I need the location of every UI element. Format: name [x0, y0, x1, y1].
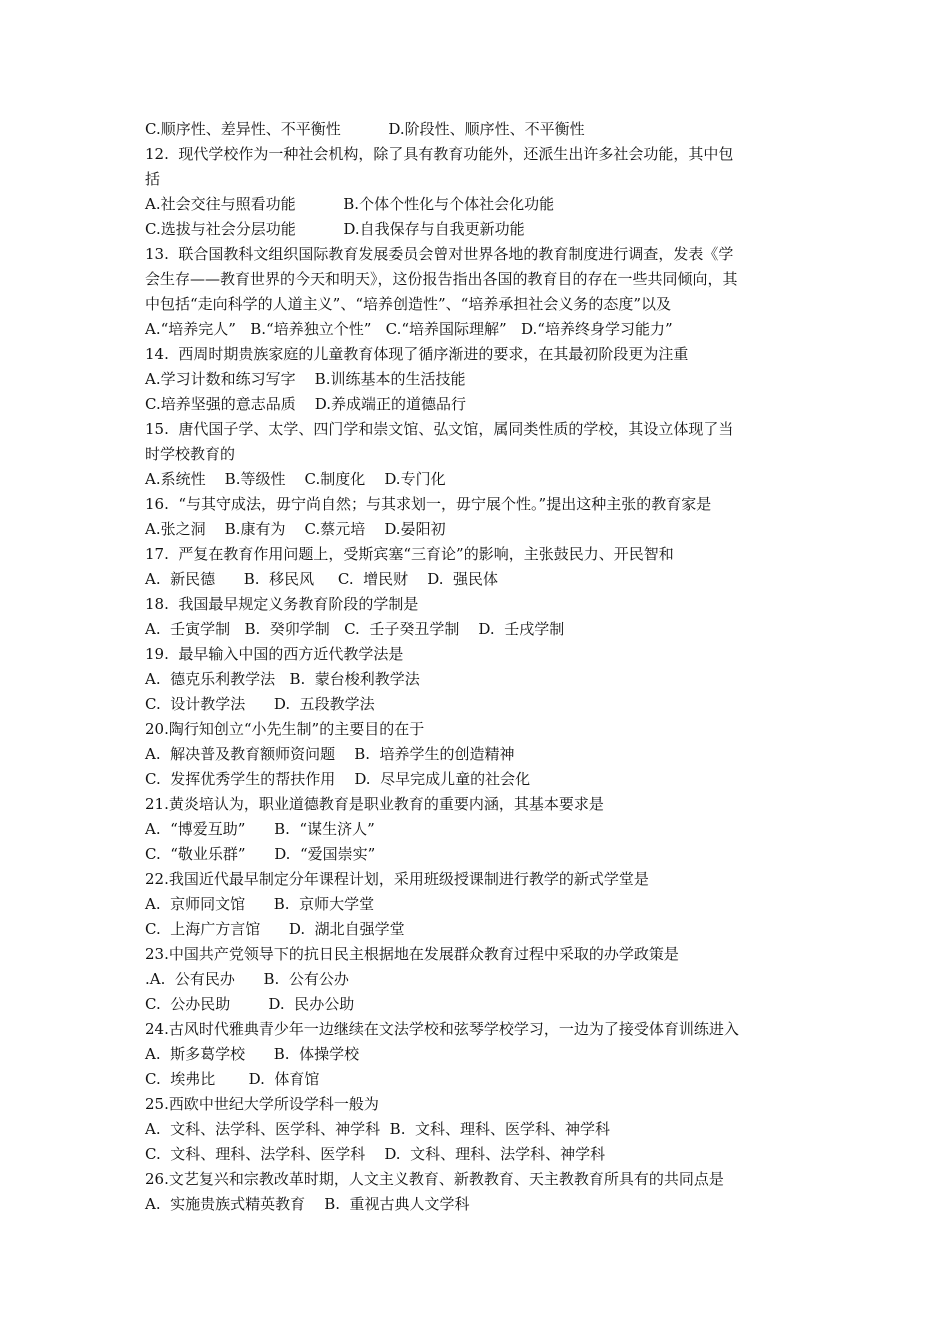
text-line: A.学习计数和练习写字 B.训练基本的生活技能	[145, 370, 466, 388]
text-line: C. 文科、理科、法学科、医学科 D. 文科、理科、法学科、神学科	[145, 1145, 606, 1163]
text-line: 12. 现代学校作为一种社会机构，除了具有教育功能外，还派生出许多社会功能，其中包	[145, 145, 734, 163]
text-line: 14. 西周时期贵族家庭的儿童教育体现了循序渐进的要求，在其最初阶段更为注重	[145, 345, 689, 363]
text-line: 25.西欧中世纪大学所设学科一般为	[145, 1095, 379, 1113]
text-line: A. 壬寅学制 B. 癸卯学制 C. 壬子癸丑学制 D. 壬戌学制	[145, 620, 565, 638]
text-line: C. “敬业乐群” D. “爱国崇实”	[145, 845, 376, 863]
text-line: A. 斯多葛学校 B. 体操学校	[145, 1045, 360, 1063]
text-line: 21.黄炎培认为，职业道德教育是职业教育的重要内涵，其基本要求是	[145, 795, 604, 813]
text-line: 23.中国共产党领导下的抗日民主根据地在发展群众教育过程中采取的办学政策是	[145, 945, 679, 963]
text-line: A. 新民德 B. 移民风 C. 增民财 D. 强民体	[145, 570, 499, 588]
text-line: A.“培养完人” B.“培养独立个性” C.“培养国际理解” D.“培养终身学习能力”	[145, 320, 673, 338]
text-line: A. 德克乐利教学法 B. 蒙台梭利教学法	[145, 670, 420, 688]
text-line: C. 发挥优秀学生的帮扶作用 D. 尽早完成儿童的社会化	[145, 770, 531, 788]
text-line: A. 解决普及教育额师资问题 B. 培养学生的创造精神	[145, 745, 515, 763]
text-line: 18. 我国最早规定义务教育阶段的学制是	[145, 595, 419, 613]
text-line: C.培养坚强的意志品质 D.养成端正的道德品行	[145, 395, 467, 413]
text-line: A.社会交往与照看功能 B.个体个性化与个体社会化功能	[145, 195, 555, 213]
text-line: 16. “与其守成法，毋宁尚自然；与其求划一，毋宁展个性。”提出这种主张的教育家是	[145, 495, 712, 513]
text-line: 26.文艺复兴和宗教改革时期，人文主义教育、新教教育、天主教教育所具有的共同点是	[145, 1170, 724, 1188]
text-line: 22.我国近代最早制定分年课程计划，采用班级授课制进行教学的新式学堂是	[145, 870, 649, 888]
text-line: 20.陶行知创立“小先生制”的主要目的在于	[145, 720, 425, 738]
text-line: C. 公办民助 D. 民办公助	[145, 995, 355, 1013]
text-line: A. 文科、法学科、医学科、神学科 B. 文科、理科、医学科、神学科	[145, 1120, 611, 1138]
text-line: C. 埃弗比 D. 体育馆	[145, 1070, 320, 1088]
text-line: C.顺序性、差异性、不平衡性 D.阶段性、顺序性、不平衡性	[145, 120, 585, 138]
document-body	[145, 117, 825, 1217]
text-line: A. “博爱互助” B. “谋生济人”	[145, 820, 375, 838]
text-line: 括	[145, 170, 161, 188]
text-line: 中包括“走向科学的人道主义”、“培养创造性”、“培养承担社会义务的态度”以及	[145, 295, 672, 313]
text-line: C. 上海广方言馆 D. 湖北自强学堂	[145, 920, 405, 938]
text-line: A.张之洞 B.康有为 C.蔡元培 D.晏阳初	[145, 520, 446, 538]
text-line: C.选拔与社会分层功能 D.自我保存与自我更新功能	[145, 220, 525, 238]
text-line: A.系统性 B.等级性 C.制度化 D.专门化	[145, 470, 446, 488]
text-line: 15. 唐代国子学、太学、四门学和崇文馆、弘文馆，属同类性质的学校，其设立体现了当	[145, 420, 734, 438]
text-line: 24.古风时代雅典青少年一边继续在文法学校和弦琴学校学习，一边为了接受体育训练进入	[145, 1020, 739, 1038]
text-line: 17. 严复在教育作用问题上，受斯宾塞“三育论”的影响，主张鼓民力、开民智和	[145, 545, 674, 563]
text-line: A. 实施贵族式精英教育 B. 重视古典人文学科	[145, 1195, 470, 1213]
text-line: 时学校教育的	[145, 445, 236, 463]
text-line: A. 京师同文馆 B. 京师大学堂	[145, 895, 375, 913]
text-line: 会生存——教育世界的今天和明天》，这份报告指出各国的教育目的存在一些共同倾向，其	[145, 270, 738, 288]
text-line: C. 设计教学法 D. 五段教学法	[145, 695, 375, 713]
text-line: 13. 联合国教科文组织国际教育发展委员会曾对世界各地的教育制度进行调查，发表《学	[145, 245, 734, 263]
text-line: 19. 最早输入中国的西方近代教学法是	[145, 645, 404, 663]
text-line: .A. 公有民办 B. 公有公办	[145, 970, 349, 988]
